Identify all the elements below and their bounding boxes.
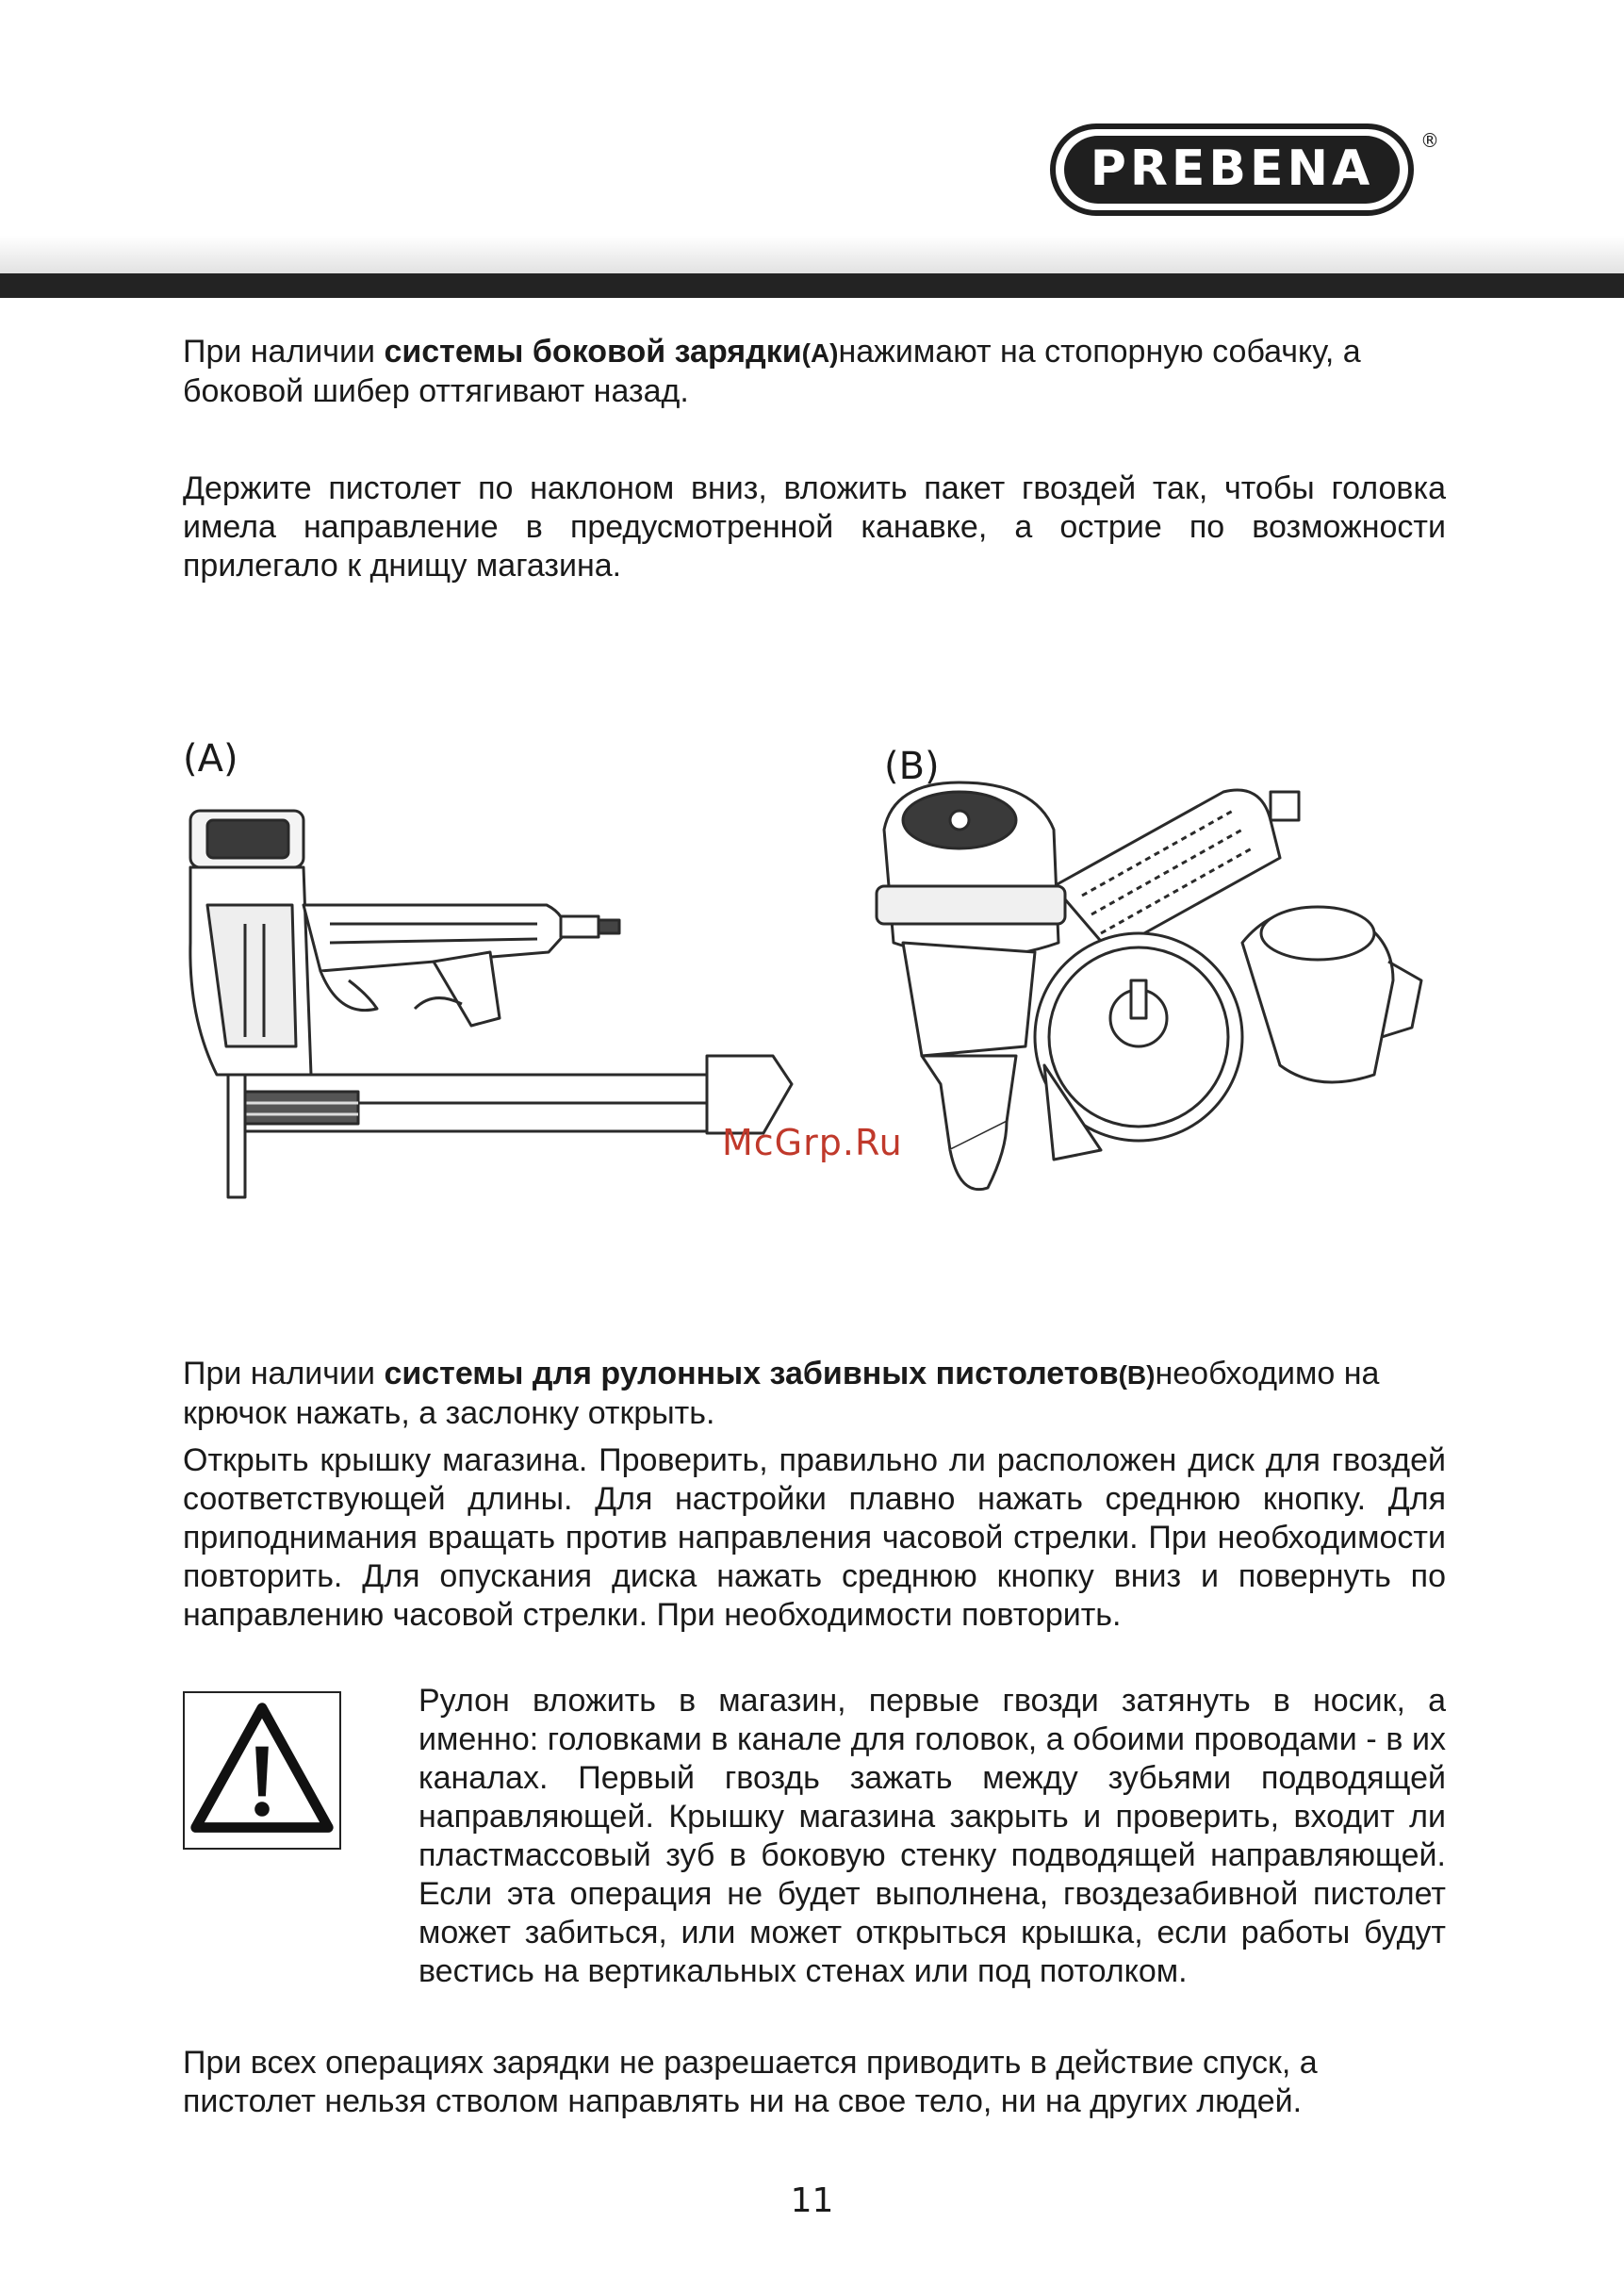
p1-pre: При наличии (183, 334, 385, 370)
registered-mark: ® (1420, 129, 1439, 152)
warning-box (183, 1691, 341, 1850)
p3-bold: системы для рулонных забивных пистолетов (384, 1356, 1119, 1391)
watermark-text: McGrp.Ru (722, 1122, 903, 1163)
figure-b-coil-nailer (865, 754, 1440, 1226)
p3-marker: (B) (1118, 1360, 1156, 1390)
p1-bold: системы боковой зарядки (384, 334, 802, 370)
figure-a-label: (A) (183, 737, 238, 781)
paragraph-safety: При всех операциях зарядки не разрешается приводить в действие спуск, а пистолет нельзя стволом направлять ни на свое тело, ни на других людей. (183, 2045, 1318, 2119)
warning-text: Рулон вложить в магазин, первые гвозди затянуть в носик, а именно: головками в канале для головок, а обоими проводами - в их каналах. Первый гвоздь зажать между зубьями подводящей направляющей. Крышку магазина закрыть и проверить, входит ли пластмассовый зуб в боковую стенку подводящей направляющей. Если эта операция не будет выполнена, гвоздезабивной пистолет может забиться, или может открыться крышка, если работы будут вестись на вертикальных стенах или под потолком. (418, 1683, 1446, 1989)
brand-text: PREBENA (1090, 140, 1374, 197)
p1-marker: (A) (801, 338, 839, 368)
prebena-logo (1049, 119, 1445, 221)
warning-triangle-icon (185, 1693, 339, 1848)
paragraph-coil-system (183, 1355, 1446, 1433)
paragraph-open-magazine: Открыть крышку магазина. Проверить, правильно ли расположен диск для гвоздей соответствующей длины. Для настройки плавно нажать среднюю кнопку. Для приподнимания вращать против направления часовой стрелки. При необходимости повторить. Для опускания диска нажать среднюю кнопку вниз и повернуть по направлению часовой стрелки. При необходимости повторить. (183, 1442, 1446, 1633)
p1-post: нажимают на стопорную собачку, а боковой шибер оттягивают назад. (183, 334, 1361, 409)
header-band-dark (0, 273, 1624, 298)
p3-post: необходимо на крючок нажать, а заслонку открыть. (183, 1356, 1380, 1431)
header-band-light (0, 236, 1624, 273)
figure-b-label: (B) (884, 745, 940, 788)
paragraph-side-loading (183, 333, 1446, 411)
page-number: 11 (790, 2181, 834, 2220)
p3-pre: При наличии (183, 1356, 385, 1391)
paragraph-hold-gun: Держите пистолет по наклоном вниз, вложить пакет гвоздей так, чтобы головка имела направление в предусмотренной канавке, а острие по возможности прилегало к днищу магазина. (183, 470, 1446, 584)
